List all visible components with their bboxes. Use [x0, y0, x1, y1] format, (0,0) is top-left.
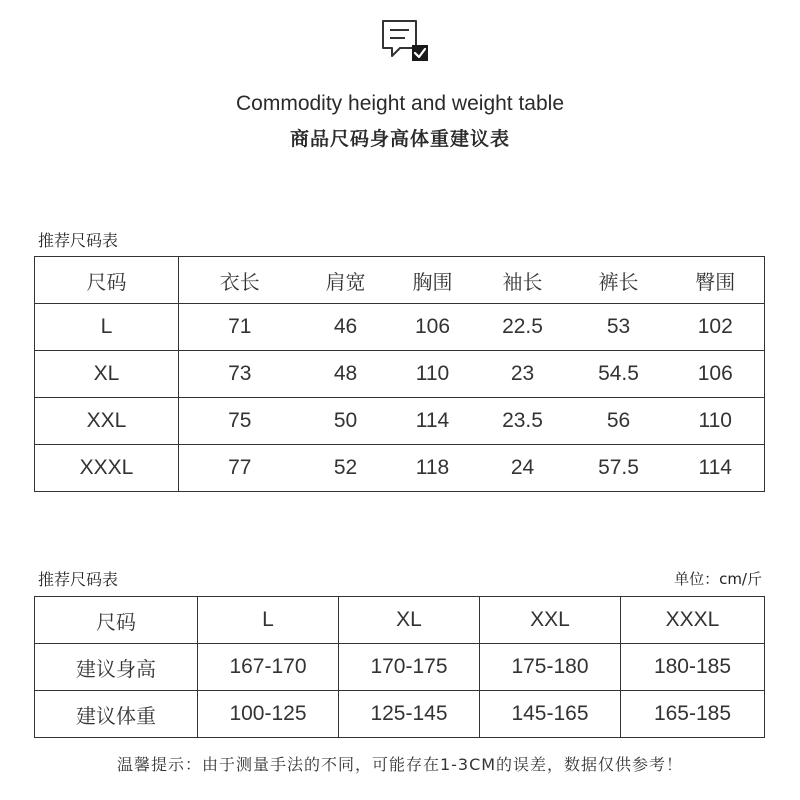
table-cell: 53	[571, 304, 667, 351]
table-row	[35, 398, 765, 445]
table-cell: XXXL	[35, 445, 179, 492]
table-cell: 46	[301, 304, 391, 351]
header-cell: 尺码	[35, 257, 179, 304]
table-cell: 175-180	[480, 644, 621, 691]
table-cell: 110	[391, 351, 475, 398]
header-cell: XXL	[480, 597, 621, 644]
table-cell: 100-125	[198, 691, 339, 738]
table-cell: 22.5	[475, 304, 571, 351]
row-label-cell: 建议身高	[35, 644, 198, 691]
table-row	[35, 304, 765, 351]
footer-note: 温馨提示：由于测量手法的不同，可能存在1-3CM的误差，数据仅供参考！	[116, 755, 684, 774]
table-cell: 77	[179, 445, 301, 492]
table-row	[35, 351, 765, 398]
page-title-english: Commodity height and weight table	[235, 92, 565, 115]
table-cell: 23	[475, 351, 571, 398]
header-cell: XXXL	[621, 597, 765, 644]
page-title-chinese: 商品尺码身高体重建议表	[289, 128, 510, 150]
header-cell: 裤长	[571, 257, 667, 304]
table-cell: 52	[301, 445, 391, 492]
table-cell: 23.5	[475, 398, 571, 445]
table-header-row	[35, 257, 765, 304]
table-cell: 170-175	[339, 644, 480, 691]
table-cell: L	[35, 304, 179, 351]
table-cell: 50	[301, 398, 391, 445]
table-cell: 114	[391, 398, 475, 445]
table-cell: 56	[571, 398, 667, 445]
table-cell: XXL	[35, 398, 179, 445]
table-row	[35, 644, 765, 691]
height-weight-table	[34, 596, 765, 738]
table-cell: 24	[475, 445, 571, 492]
table-cell: 75	[179, 398, 301, 445]
table-cell: 145-165	[480, 691, 621, 738]
table-cell: 167-170	[198, 644, 339, 691]
header-cell: 臀围	[667, 257, 765, 304]
table-cell: 180-185	[621, 644, 765, 691]
table-cell: 73	[179, 351, 301, 398]
row-label-cell: 建议体重	[35, 691, 198, 738]
table-cell: 106	[391, 304, 475, 351]
table-cell: 110	[667, 398, 765, 445]
table-cell: 165-185	[621, 691, 765, 738]
table-cell: 71	[179, 304, 301, 351]
table-cell: 114	[667, 445, 765, 492]
table-cell: 54.5	[571, 351, 667, 398]
unit-label: 单位：cm/斤	[674, 570, 762, 588]
table-row	[35, 691, 765, 738]
header-cell: 肩宽	[301, 257, 391, 304]
size-measurement-table	[34, 256, 765, 492]
header-cell: 胸围	[391, 257, 475, 304]
table2-caption: 推荐尺码表	[38, 570, 119, 589]
table-row	[35, 445, 765, 492]
table-cell: 57.5	[571, 445, 667, 492]
table-cell: 48	[301, 351, 391, 398]
table-cell: 106	[667, 351, 765, 398]
header-cell: 袖长	[475, 257, 571, 304]
table1-caption: 推荐尺码表	[38, 231, 119, 250]
header-cell: 尺码	[35, 597, 198, 644]
header-cell: 衣长	[179, 257, 301, 304]
table-cell: 125-145	[339, 691, 480, 738]
table-cell: 102	[667, 304, 765, 351]
table-header-row	[35, 597, 765, 644]
table-cell: XL	[35, 351, 179, 398]
message-check-icon	[378, 18, 434, 66]
table-cell: 118	[391, 445, 475, 492]
header-cell: L	[198, 597, 339, 644]
header-cell: XL	[339, 597, 480, 644]
